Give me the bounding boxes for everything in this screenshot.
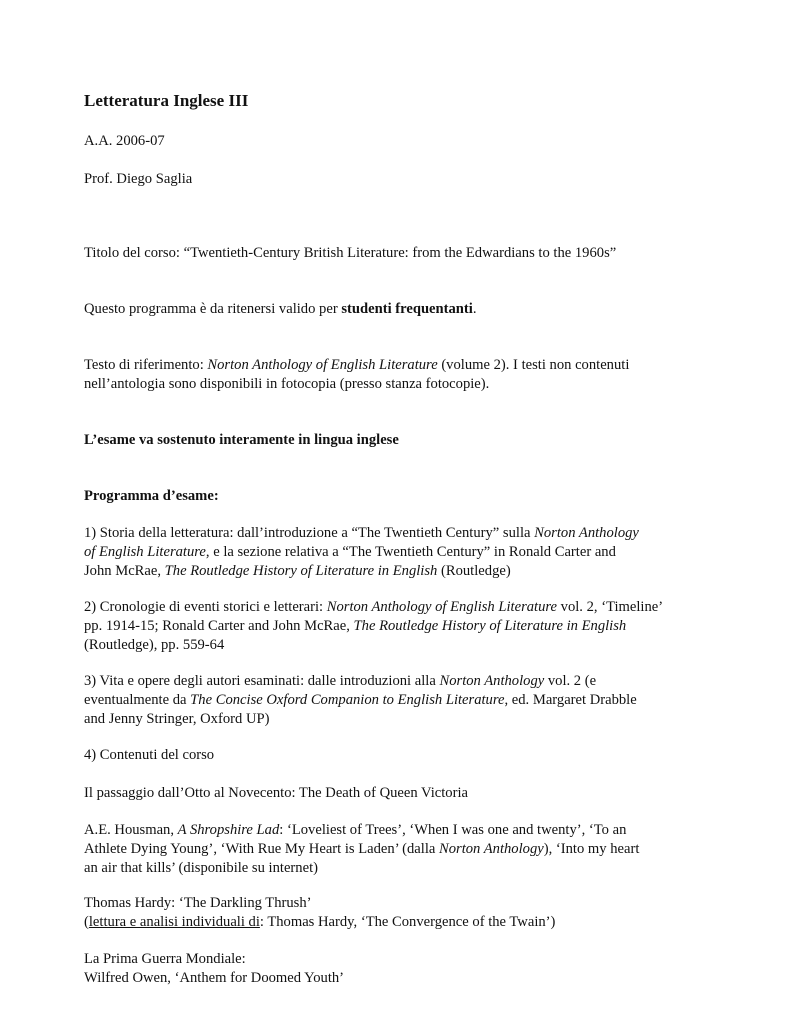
validity-note (84, 300, 724, 319)
item-2-italic-b: The Routledge History of Literature in English (353, 618, 627, 634)
item-1-text-b: , e la sezione relativa a “The Twentieth Century” in Ronald Carter and (205, 544, 616, 560)
housman-entry (84, 821, 724, 878)
housman-italic-b: Norton Anthology (439, 841, 544, 857)
item-1-italic-a: Norton Anthology (534, 525, 639, 541)
housman-text-d: ), ‘Into my heart (543, 841, 640, 857)
programme-item-4: 4) Contenuti del corso (84, 747, 215, 763)
war-line-1: La Prima Guerra Mondiale: (84, 951, 246, 967)
section-transition: Il passaggio dall’Otto al Novecento: The Death of Queen Victoria (84, 785, 468, 801)
exam-language-text: L’esame va sostenuto interamente in lingua inglese (84, 432, 399, 448)
item-1-line-3 (84, 562, 724, 581)
housman-italic-a: A Shropshire Lad (177, 822, 280, 838)
item-3-text-a: 3) Vita e opere degli autori esaminati: dalle introduzioni alla (84, 673, 440, 689)
item-1-text-a: 1) Storia della letteratura: dall’introduzione a “The Twentieth Century” sulla (84, 525, 535, 541)
academic-year: A.A. 2006-07 (84, 133, 165, 149)
programme-item-3 (84, 672, 724, 729)
item-2-text-b: vol. 2, ‘Timeline’ (557, 599, 664, 615)
reference-text-anthology: Norton Anthology of English Literature (207, 357, 438, 373)
exam-language-note (84, 431, 724, 450)
item-2-italic-a: Norton Anthology of English Literature (326, 599, 558, 615)
hardy-text: : Thomas Hardy, ‘The Convergence of the Twain’) (259, 914, 556, 930)
item-3-line-3: and Jenny Stringer, Oxford UP) (84, 711, 270, 727)
item-1-italic-b: of English Literature (84, 544, 206, 560)
professor-name: Prof. Diego Saglia (84, 171, 193, 187)
course-title (84, 244, 724, 263)
reference-text-paragraph (84, 356, 724, 394)
validity-suffix: . (472, 301, 477, 317)
item-1-line-2 (84, 543, 724, 562)
item-3-italic-a: Norton Anthology (439, 673, 545, 689)
war-entry (84, 950, 724, 988)
item-1-italic-c: The Routledge History of Literature in English (164, 563, 438, 579)
hardy-paren-open: ( (84, 914, 89, 930)
validity-audience: studenti frequentanti (341, 301, 473, 317)
programme-heading-text: Programma d’esame: (84, 488, 219, 504)
item-3-line-2 (84, 691, 724, 710)
hardy-entry (84, 894, 724, 932)
course-title-label: Titolo del corso: (84, 245, 184, 261)
hardy-line-2 (84, 913, 724, 932)
reference-text-label: Testo di riferimento: (84, 357, 208, 373)
item-3-text-b: vol. 2 (e (544, 673, 597, 689)
hardy-line-1: Thomas Hardy: ‘The Darkling Thrush’ (84, 895, 312, 911)
reference-text-volume: (volume 2). I testi non contenuti (437, 357, 630, 373)
item-3-text-d: , ed. Margaret Drabble (504, 692, 637, 708)
item-1-line-1 (84, 524, 724, 543)
reference-text-line-1 (84, 356, 724, 375)
item-3-italic-b: The Concise Oxford Companion to English Literature (190, 692, 505, 708)
programme-item-2 (84, 598, 724, 655)
programme-heading (84, 487, 724, 506)
course-title-text: “Twentieth-Century British Literature: from the Edwardians to the 1960s” (183, 245, 617, 261)
housman-line-1 (84, 821, 724, 840)
war-line-2: Wilfred Owen, ‘Anthem for Doomed Youth’ (84, 970, 345, 986)
item-2-line-3: (Routledge), pp. 559-64 (84, 637, 225, 653)
document-title: Letteratura Inglese III (84, 91, 249, 110)
item-2-line-2 (84, 617, 724, 636)
item-3-line-1 (84, 672, 724, 691)
reference-text-line-2: nell’antologia sono disponibili in fotocopia (presso stanza fotocopie). (84, 376, 490, 392)
item-3-text-c: eventualmente da (84, 692, 191, 708)
hardy-underlined-note: lettura e analisi individuali di (88, 914, 260, 930)
housman-line-3: an air that kills’ (disponibile su internet) (84, 860, 318, 876)
item-2-text-a: 2) Cronologie di eventi storici e letterari: (84, 599, 327, 615)
housman-text-c: Athlete Dying Young’, ‘With Rue My Heart is Laden’ (dalla (84, 841, 439, 857)
housman-text-b: : ‘Loveliest of Trees’, ‘When I was one and twenty’, ‘To an (279, 822, 627, 838)
housman-text-a: A.E. Housman, (84, 822, 178, 838)
item-1-text-c: John McRae, (84, 563, 165, 579)
housman-line-2 (84, 840, 724, 859)
programme-item-1 (84, 524, 724, 581)
item-2-line-1 (84, 598, 724, 617)
item-2-text-c: pp. 1914-15; Ronald Carter and John McRae, (84, 618, 354, 634)
item-1-text-d: (Routledge) (437, 563, 511, 579)
validity-prefix: Questo programma è da ritenersi valido per (84, 301, 342, 317)
